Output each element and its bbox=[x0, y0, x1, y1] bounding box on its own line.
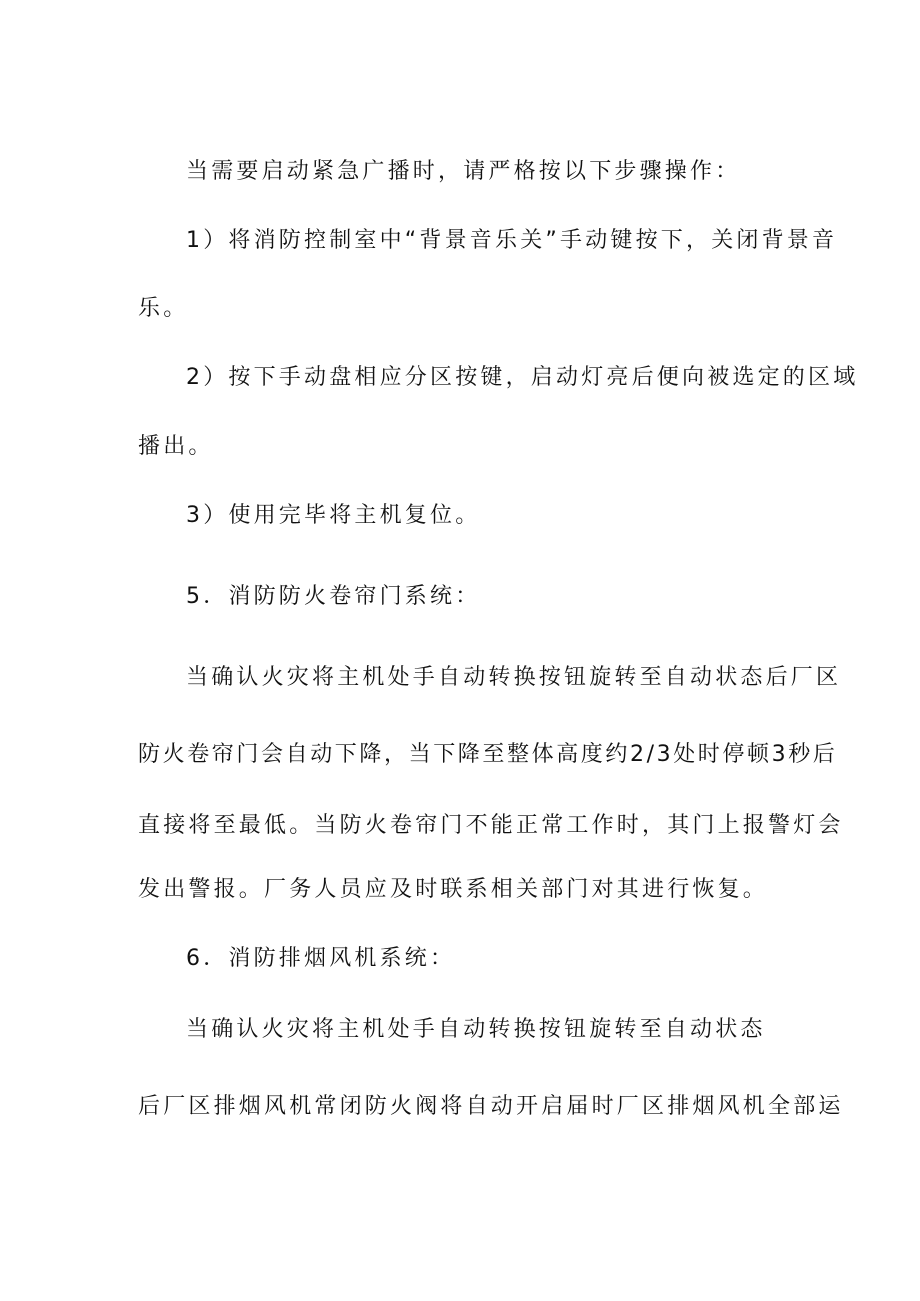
section-6-para-line-2: 后厂区排烟风机常闭防火阀将自动开启届时厂区排烟风机全部运 bbox=[138, 1094, 844, 1119]
step-3: 3）使用完毕将主机复位。 bbox=[186, 503, 481, 528]
section-5-para-line-3: 直接将至最低。当防火卷帘门不能正常工作时，其门上报警灯会 bbox=[138, 813, 844, 838]
section-6-heading: 6．消防排烟风机系统： bbox=[186, 946, 456, 971]
step-1-line-2: 乐。 bbox=[138, 296, 189, 321]
section-5-heading: 5．消防防火卷帘门系统： bbox=[186, 584, 481, 609]
section-5-para-line-2: 防火卷帘门会自动下降，当下降至整体高度约2/3处时停顿3秒后 bbox=[138, 742, 838, 767]
section-5-para-line-1: 当确认火灾将主机处手自动转换按钮旋转至自动状态后厂区 bbox=[186, 665, 842, 690]
step-2-line-1: 2）按下手动盘相应分区按键，启动灯亮后便向被选定的区域 bbox=[186, 365, 859, 390]
section-5-para-line-4: 发出警报。厂务人员应及时联系相关部门对其进行恢复。 bbox=[138, 877, 769, 902]
step-1-line-1: 1）将消防控制室中“背景音乐关”手动键按下，关闭背景音 bbox=[186, 228, 838, 253]
paragraph-broadcast-intro: 当需要启动紧急广播时，请严格按以下步骤操作： bbox=[186, 159, 741, 184]
section-6-para-line-1: 当确认火灾将主机处手自动转换按钮旋转至自动状态 bbox=[186, 1017, 766, 1042]
step-2-line-2: 播出。 bbox=[138, 434, 214, 459]
